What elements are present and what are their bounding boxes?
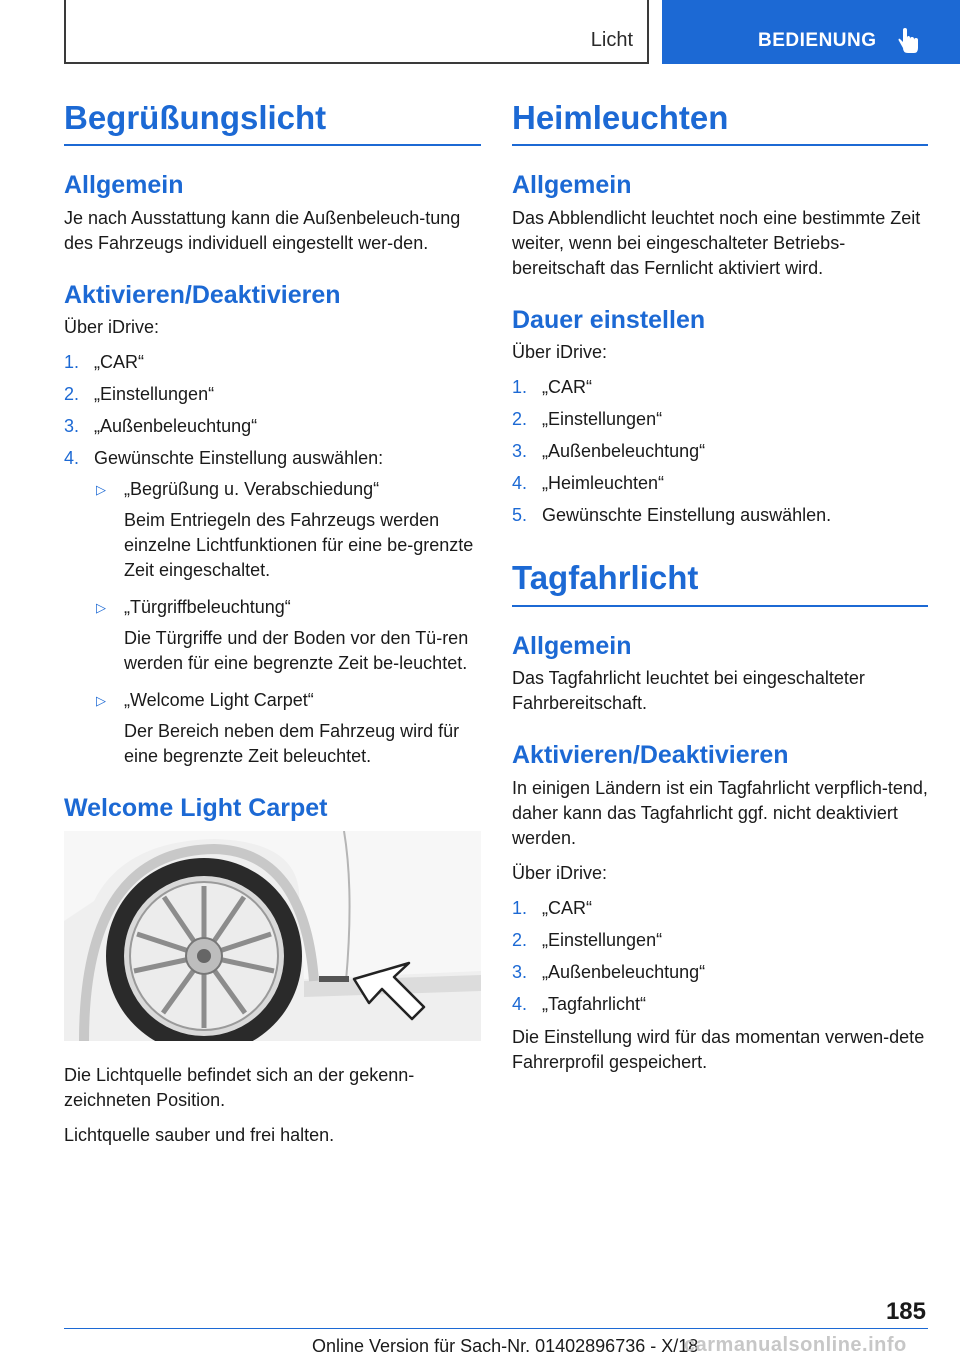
step-text: „Tagfahrlicht“ [542, 993, 647, 1014]
idrive-intro: Über iDrive: [64, 317, 160, 338]
hand-pointer-icon [898, 26, 920, 54]
wlc-paragraph-2: Lichtquelle sauber und frei halten. [64, 1124, 335, 1145]
step-text: „Einstellungen“ [94, 384, 215, 405]
section-title-tagfahrlicht: Tagfahrlicht [512, 560, 928, 606]
step-number: 4. [512, 473, 528, 494]
step-number: 1. [512, 897, 528, 918]
list-item [64, 382, 481, 407]
step-number: 3. [64, 416, 80, 437]
allgemein-paragraph: Das Abblendlicht leuchtet noch eine bestimmte Zeit weiter, wenn bei eingeschalteter Betriebs-bereitschaft das Fernlicht aktiviert wird. [512, 207, 921, 278]
allgemein-paragraph: Je nach Ausstattung kann die Außenbeleuch-tung des Fahrzeugs individuell eingestellt wer-den. [64, 207, 461, 253]
step-number: 4. [64, 448, 80, 469]
left-column [64, 100, 481, 1158]
step-number: 2. [512, 409, 528, 430]
section-title-heimleuchten: Heimleuchten [512, 100, 928, 146]
list-item [512, 471, 928, 496]
option-item [94, 477, 481, 583]
steps-list [512, 375, 928, 528]
idrive-intro: Über iDrive: [512, 862, 608, 883]
options-list [94, 477, 481, 769]
step-number: 2. [512, 929, 528, 950]
triangle-bullet-icon: ▷ [96, 482, 106, 498]
option-title: „Welcome Light Carpet“ [124, 690, 314, 711]
list-item [512, 992, 928, 1017]
list-item [512, 896, 928, 921]
option-description: Die Türgriffe und der Boden vor den Tü-ren werden für eine begrenzte Zeit be-leuchtet. [124, 628, 469, 674]
step-text: „Außenbeleuchtung“ [94, 416, 258, 437]
list-item [512, 439, 928, 464]
triangle-bullet-icon: ▷ [96, 600, 106, 616]
option-title: „Türgriffbeleuchtung“ [124, 597, 291, 618]
header-section-box [64, 0, 649, 64]
subsection-title-allgemein: Allgemein [512, 171, 632, 200]
step-text: Gewünschte Einstellung auswählen: [94, 448, 384, 469]
header-chapter-tab[interactable] [662, 0, 960, 64]
tagfahrlicht-allgemein-paragraph: Das Tagfahrlicht leuchtet bei eingeschalteter Fahrbereitschaft. [512, 668, 865, 714]
step-number: 5. [512, 505, 528, 526]
subsection-title-welcome-light-carpet: Welcome Light Carpet [64, 794, 328, 823]
step-number: 1. [64, 352, 80, 373]
steps-list [512, 896, 928, 1017]
step-text: „Einstellungen“ [542, 409, 663, 430]
step-text: „Einstellungen“ [542, 929, 663, 950]
step-number: 1. [512, 377, 528, 398]
step-text: „CAR“ [542, 897, 592, 918]
step-text: „Außenbeleuchtung“ [542, 441, 706, 462]
wlc-paragraph-1: Die Lichtquelle befindet sich an der gekenn-zeichneten Position. [64, 1064, 415, 1110]
subsection-title-allgemein: Allgemein [64, 171, 184, 200]
step-text: Gewünschte Einstellung auswählen. [542, 505, 832, 526]
option-item [94, 595, 481, 676]
footer-online-version: Online Version für Sach-Nr. 01402896736 - X/18 [312, 1336, 699, 1356]
step-number: 3. [512, 441, 528, 462]
step-text: „CAR“ [94, 352, 144, 373]
option-title: „Begrüßung u. Verabschiedung“ [124, 479, 380, 500]
option-description: Beim Entriegeln des Fahrzeugs werden einzelne Lichtfunktionen für eine be-grenzte Zeit eingeschaltet. [124, 510, 474, 581]
footer-divider [64, 1328, 928, 1329]
subsection-title-allgemein: Allgemein [512, 631, 632, 660]
option-item [94, 688, 481, 769]
option-description: Der Bereich neben dem Fahrzeug wird für eine begrenzte Zeit beleuchtet. [124, 721, 460, 767]
steps-list [64, 350, 481, 769]
watermark: carmanualsonline.info [684, 1334, 907, 1356]
right-column [512, 100, 928, 1085]
list-item [64, 414, 481, 439]
list-item [512, 503, 928, 528]
header-section-title: Licht [590, 29, 633, 51]
wheel-arch-drawing [64, 831, 481, 1041]
step-text: „Heimleuchten“ [542, 473, 665, 494]
section-title-begruessungslicht: Begrüßungslicht [64, 100, 481, 146]
tagfahrlicht-aktivieren-paragraph: In einigen Ländern ist ein Tagfahrlicht verpflich-tend, daher kann das Tagfahrlicht ggf. nicht deaktiviert werden. [512, 777, 928, 848]
step-number: 4. [512, 993, 528, 1014]
list-item [512, 375, 928, 400]
list-item [64, 446, 481, 769]
list-item [512, 928, 928, 953]
step-text: „Außenbeleuchtung“ [542, 961, 706, 982]
list-item [64, 350, 481, 375]
tagfahrlicht-outro: Die Einstellung wird für das momentan verwen-dete Fahrerprofil gespeichert. [512, 1026, 925, 1072]
subsection-title-dauer-einstellen: Dauer einstellen [512, 305, 706, 334]
page-number: 185 [885, 1298, 926, 1325]
subsection-title-aktivieren: Aktivieren/Deaktivieren [512, 741, 789, 770]
step-number: 3. [512, 961, 528, 982]
list-item [512, 960, 928, 985]
idrive-intro: Über iDrive: [512, 342, 608, 363]
car-wheel-illustration [64, 831, 481, 1041]
subsection-title-aktivieren: Aktivieren/Deaktivieren [64, 280, 341, 309]
list-item [512, 407, 928, 432]
step-text: „CAR“ [542, 377, 592, 398]
step-number: 2. [64, 384, 80, 405]
header-chapter-title: BEDIENUNG [758, 30, 877, 51]
triangle-bullet-icon: ▷ [96, 693, 106, 709]
